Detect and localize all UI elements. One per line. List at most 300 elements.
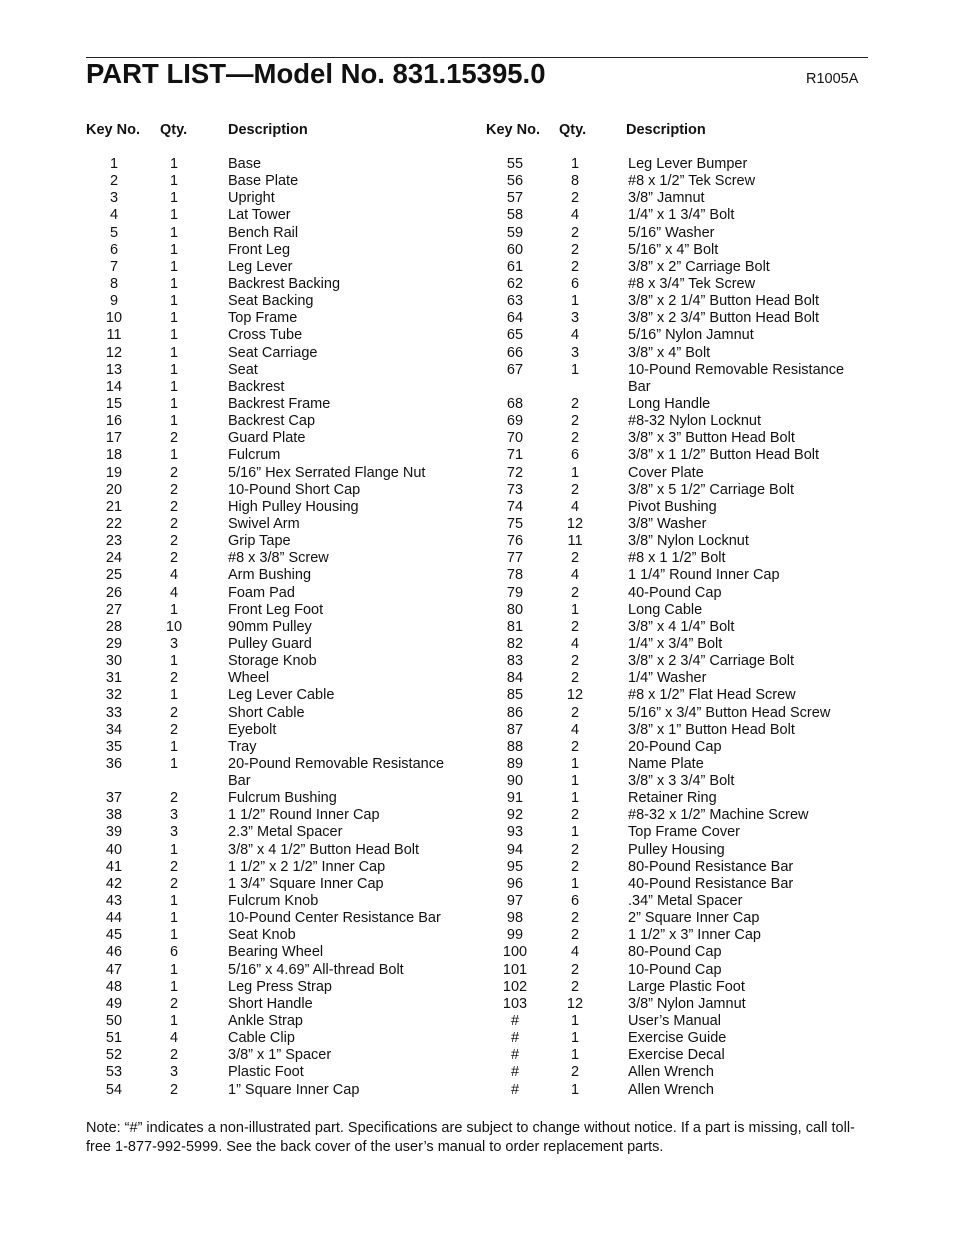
description-cell: 1 1/4” Round Inner Cap <box>628 567 780 584</box>
qty-cell: 1 <box>169 653 179 670</box>
qty-cell: 1 <box>570 1030 580 1047</box>
description-cell: 3/8” x 1” Spacer <box>228 1047 332 1064</box>
qty-cell: 2 <box>570 858 580 875</box>
description-cell: Seat <box>228 361 258 378</box>
description-cell: Pivot Bushing <box>628 498 717 515</box>
description-cell: Ankle Strap <box>228 1013 303 1030</box>
key-no-cell: 27 <box>105 601 123 618</box>
key-no-cell: 19 <box>105 464 123 481</box>
qty-cell: 1 <box>570 156 580 172</box>
qty-cell: 1 <box>169 224 179 241</box>
key-no-cell: 50 <box>105 1013 123 1030</box>
qty-cell: 2 <box>169 670 179 687</box>
key-no-cell: 25 <box>105 567 123 584</box>
qty-cell: 2 <box>570 395 580 412</box>
description-cell: 1/4” x 3/4” Bolt <box>628 635 723 652</box>
qty-cell: 1 <box>169 961 179 978</box>
description-cell: Foam Pad <box>228 584 295 601</box>
description-cell: 5/16” x 3/4” Button Head Screw <box>628 704 831 721</box>
key-no-cell: 36 <box>105 755 123 772</box>
description-cell: Pulley Housing <box>628 841 725 858</box>
qty-header: Qty. <box>559 122 587 138</box>
description-cell: 5/16” Washer <box>628 224 715 241</box>
qty-cell: 2 <box>169 790 179 807</box>
qty-cell: 2 <box>169 704 179 721</box>
key-no-cell: 26 <box>105 584 123 601</box>
description-cell: Upright <box>228 190 275 207</box>
description-cell: Name Plate <box>628 755 704 772</box>
qty-cell: 1 <box>570 1081 580 1098</box>
footer-note: Note: “#” indicates a non-illustrated part. Specifications are subject to change without notice. If a part is missing, call toll-free 1-877-992-5999. See the back cover of the user’s manual to order replacement parts. <box>86 1120 855 1155</box>
description-cell: 40-Pound Cap <box>628 584 722 601</box>
key-no-cell: 82 <box>506 635 524 652</box>
qty-cell: 2 <box>570 481 580 498</box>
qty-cell: 1 <box>169 310 179 327</box>
qty-cell: 12 <box>566 995 584 1012</box>
qty-cell: 1 <box>169 738 179 755</box>
description-cell: Cover Plate <box>628 464 704 481</box>
key-no-cell: 39 <box>105 824 123 841</box>
description-cell: 3/8” x 5 1/2” Carriage Bolt <box>628 481 795 498</box>
key-no-cell: 71 <box>506 447 524 464</box>
key-no-cell: 60 <box>506 241 524 258</box>
key-no-cell: 10 <box>105 310 123 327</box>
description-cell: Long Cable <box>628 601 703 618</box>
key-no-cell: 1 <box>109 156 119 172</box>
description-cell: #8 x 3/4” Tek Screw <box>628 275 756 292</box>
description-cell: 1/4” x 1 3/4” Bolt <box>628 207 735 224</box>
description-cell: Lat Tower <box>228 207 291 224</box>
key-no-cell: 54 <box>105 1081 123 1098</box>
description-cell: 5/16” Nylon Jamnut <box>628 327 754 344</box>
key-no-cell: 40 <box>105 841 123 858</box>
key-no-cell: 99 <box>506 927 524 944</box>
description-cell: Top Frame <box>228 310 298 327</box>
description-cell: Bar <box>628 378 651 395</box>
key-no-cell: 6 <box>109 241 119 258</box>
qty-cell: 4 <box>570 567 580 584</box>
key-no-cell: 21 <box>105 498 123 515</box>
qty-cell: 1 <box>169 361 179 378</box>
qty-cell: 1 <box>169 687 179 704</box>
key-no-cell: 77 <box>506 550 524 567</box>
key-no-cell: 80 <box>506 601 524 618</box>
key-no-cell: 34 <box>105 721 123 738</box>
qty-cell: 2 <box>169 464 179 481</box>
key-no-header: Key No. <box>86 122 140 138</box>
description-cell: Allen Wrench <box>628 1064 714 1081</box>
qty-cell: 2 <box>570 190 580 207</box>
qty-cell: 6 <box>570 893 580 910</box>
qty-cell: 1 <box>570 1013 580 1030</box>
key-no-cell: # <box>510 1081 520 1098</box>
description-cell: 10-Pound Short Cap <box>228 481 361 498</box>
description-cell: 3/8” Washer <box>628 515 707 532</box>
key-no-cell: 94 <box>506 841 524 858</box>
qty-cell: 2 <box>570 550 580 567</box>
key-no-cell: 70 <box>506 430 524 447</box>
key-no-cell: 58 <box>506 207 524 224</box>
key-no-cell: 65 <box>506 327 524 344</box>
description-cell: Leg Lever Bumper <box>628 156 748 172</box>
qty-header: Qty. <box>160 122 188 138</box>
key-no-cell: 52 <box>105 1047 123 1064</box>
qty-cell: 1 <box>169 910 179 927</box>
key-no-cell: 101 <box>502 961 528 978</box>
qty-cell: 4 <box>169 584 179 601</box>
description-cell: Fulcrum Knob <box>228 893 319 910</box>
qty-cell: 1 <box>570 361 580 378</box>
description-cell: Exercise Decal <box>628 1047 725 1064</box>
description-cell: 1 3/4” Square Inner Cap <box>228 875 384 892</box>
key-no-cell: 62 <box>506 275 524 292</box>
key-no-cell: 59 <box>506 224 524 241</box>
key-no-cell: 68 <box>506 395 524 412</box>
key-no-cell: 17 <box>105 430 123 447</box>
key-no-cell: 48 <box>105 978 123 995</box>
qty-cell: 1 <box>570 773 580 790</box>
key-no-cell: 66 <box>506 344 524 361</box>
qty-cell: 11 <box>567 533 583 550</box>
qty-cell: 2 <box>169 1047 179 1064</box>
description-cell: 20-Pound Cap <box>628 738 722 755</box>
key-no-cell: 76 <box>506 533 524 550</box>
qty-cell: 12 <box>566 687 584 704</box>
key-no-cell: 3 <box>109 190 119 207</box>
description-cell: #8 x 1/2” Tek Screw <box>628 173 756 190</box>
description-cell: Seat Carriage <box>228 344 318 361</box>
description-cell: Wheel <box>228 670 270 687</box>
key-no-cell: 14 <box>105 378 123 395</box>
key-no-cell: 89 <box>506 755 524 772</box>
key-no-cell: 15 <box>105 395 123 412</box>
key-no-cell: 85 <box>506 687 524 704</box>
description-cell: 10-Pound Cap <box>628 961 722 978</box>
qty-cell: 2 <box>169 875 179 892</box>
qty-cell: 10 <box>165 618 183 635</box>
description-cell: #8 x 1 1/2” Bolt <box>628 550 726 567</box>
qty-cell: 2 <box>570 807 580 824</box>
description-cell: Bar <box>228 773 251 790</box>
description-cell: 3/8” x 2 3/4” Carriage Bolt <box>628 653 795 670</box>
page-title: PART LIST—Model No. 831.15395.0 <box>86 58 546 89</box>
key-no-cell: 51 <box>105 1030 123 1047</box>
description-cell: 5/16” Hex Serrated Flange Nut <box>228 464 426 481</box>
qty-cell: 2 <box>169 721 179 738</box>
description-cell: 3/8” x 2 3/4” Button Head Bolt <box>628 310 820 327</box>
description-cell: Base Plate <box>228 173 299 190</box>
key-no-cell: 37 <box>105 790 123 807</box>
key-no-cell: 9 <box>109 293 119 310</box>
description-cell: Arm Bushing <box>228 567 312 584</box>
description-cell: Allen Wrench <box>628 1081 714 1098</box>
description-cell: User’s Manual <box>628 1013 721 1030</box>
description-cell: Seat Knob <box>228 927 296 944</box>
qty-cell: 1 <box>169 601 179 618</box>
key-no-cell: 13 <box>105 361 123 378</box>
key-no-cell: 92 <box>506 807 524 824</box>
qty-cell: 6 <box>570 275 580 292</box>
qty-cell: 1 <box>169 413 179 430</box>
qty-cell: 3 <box>169 824 179 841</box>
description-cell: Bench Rail <box>228 224 299 241</box>
key-no-cell: 75 <box>506 515 524 532</box>
qty-cell: 12 <box>566 515 584 532</box>
description-cell: Large Plastic Foot <box>628 978 745 995</box>
description-cell: 3/8” Nylon Locknut <box>628 533 749 550</box>
qty-cell: 2 <box>570 653 580 670</box>
description-cell: Leg Lever Cable <box>228 687 335 704</box>
qty-cell: 1 <box>570 601 580 618</box>
key-no-cell: 97 <box>506 893 524 910</box>
key-no-cell: 96 <box>506 875 524 892</box>
qty-cell: 4 <box>169 567 179 584</box>
key-no-cell: 11 <box>106 327 122 344</box>
key-no-cell: 72 <box>506 464 524 481</box>
key-no-cell: 22 <box>105 515 123 532</box>
document-code: R1005A <box>806 71 859 87</box>
description-cell: Backrest <box>228 378 285 395</box>
key-no-cell: 83 <box>506 653 524 670</box>
key-no-cell: 43 <box>105 893 123 910</box>
description-cell: Pulley Guard <box>228 635 312 652</box>
key-no-cell: 41 <box>105 858 123 875</box>
description-cell: Cross Tube <box>228 327 303 344</box>
description-cell: Top Frame Cover <box>628 824 741 841</box>
description-cell: 1” Square Inner Cap <box>228 1081 360 1098</box>
qty-cell: 4 <box>570 327 580 344</box>
key-no-cell: 23 <box>105 533 123 550</box>
description-cell: 1 1/2” x 2 1/2” Inner Cap <box>228 858 386 875</box>
description-cell: #8-32 Nylon Locknut <box>628 413 761 430</box>
key-no-header: Key No. <box>486 122 540 138</box>
description-cell: 2.3” Metal Spacer <box>228 824 343 841</box>
qty-cell: 2 <box>570 961 580 978</box>
qty-cell: 1 <box>169 927 179 944</box>
qty-cell: 4 <box>169 1030 179 1047</box>
qty-cell: 6 <box>570 447 580 464</box>
qty-cell: 2 <box>570 738 580 755</box>
description-cell: 1/4” Washer <box>628 670 707 687</box>
key-no-cell: 64 <box>506 310 524 327</box>
key-no-cell: 31 <box>105 670 123 687</box>
key-no-cell: 98 <box>506 910 524 927</box>
description-cell: 20-Pound Removable Resistance <box>228 755 445 772</box>
description-cell: Leg Press Strap <box>228 978 332 995</box>
key-no-cell: 35 <box>105 738 123 755</box>
qty-cell: 2 <box>169 995 179 1012</box>
key-no-cell: 20 <box>105 481 123 498</box>
description-cell: 40-Pound Resistance Bar <box>628 875 794 892</box>
description-cell: Grip Tape <box>228 533 291 550</box>
description-cell: Seat Backing <box>228 293 314 310</box>
qty-cell: 1 <box>169 258 179 275</box>
key-no-cell: 90 <box>506 773 524 790</box>
qty-cell: 1 <box>570 464 580 481</box>
description-cell: 90mm Pulley <box>228 618 312 635</box>
qty-cell: 2 <box>570 618 580 635</box>
key-no-cell: 57 <box>506 190 524 207</box>
key-no-cell: 29 <box>105 635 123 652</box>
key-no-cell: 63 <box>506 293 524 310</box>
key-no-cell: 81 <box>506 618 524 635</box>
key-no-cell: 74 <box>506 498 524 515</box>
qty-cell: 1 <box>169 156 179 172</box>
qty-cell: 2 <box>570 1064 580 1081</box>
key-no-cell: 73 <box>506 481 524 498</box>
description-cell: Swivel Arm <box>228 515 300 532</box>
key-no-cell: 87 <box>506 721 524 738</box>
key-no-cell: 55 <box>506 156 524 172</box>
qty-cell: 1 <box>570 293 580 310</box>
description-cell: 3/8” x 4 1/2” Button Head Bolt <box>228 841 420 858</box>
key-no-cell: # <box>510 1064 520 1081</box>
qty-cell: 4 <box>570 721 580 738</box>
key-no-cell: 53 <box>105 1064 123 1081</box>
description-cell: Short Handle <box>228 995 313 1012</box>
qty-cell: 3 <box>169 635 179 652</box>
key-no-cell: 28 <box>105 618 123 635</box>
qty-cell: 1 <box>169 378 179 395</box>
qty-cell: 1 <box>169 978 179 995</box>
description-cell: 5/16” x 4.69” All-thread Bolt <box>228 961 404 978</box>
description-cell: 1 1/2” Round Inner Cap <box>228 807 380 824</box>
description-cell: 3/8” Nylon Jamnut <box>628 995 746 1012</box>
description-cell: Exercise Guide <box>628 1030 727 1047</box>
key-no-cell: 12 <box>105 344 123 361</box>
description-cell: 10-Pound Center Resistance Bar <box>228 910 441 927</box>
key-no-cell: 18 <box>105 447 123 464</box>
description-cell: 3/8” x 4 1/4” Bolt <box>628 618 735 635</box>
description-cell: 10-Pound Removable Resistance <box>628 361 845 378</box>
description-cell: Plastic Foot <box>228 1064 304 1081</box>
description-cell: 80-Pound Cap <box>628 944 722 961</box>
key-no-cell: 44 <box>105 910 123 927</box>
description-cell: Backrest Frame <box>228 395 331 412</box>
qty-cell: 2 <box>169 550 179 567</box>
description-cell: Short Cable <box>228 704 305 721</box>
qty-cell: 1 <box>570 755 580 772</box>
qty-cell: 1 <box>169 173 179 190</box>
key-no-cell: 88 <box>506 738 524 755</box>
qty-cell: 1 <box>570 875 580 892</box>
qty-cell: 2 <box>570 584 580 601</box>
qty-cell: 8 <box>570 173 580 190</box>
qty-cell: 3 <box>570 344 580 361</box>
description-cell: Cable Clip <box>228 1030 295 1047</box>
key-no-cell: 38 <box>105 807 123 824</box>
key-no-cell: # <box>510 1030 520 1047</box>
qty-cell: 1 <box>169 241 179 258</box>
key-no-cell: 103 <box>502 995 528 1012</box>
description-cell: 3/8” x 3 3/4” Bolt <box>628 773 735 790</box>
qty-cell: 4 <box>570 498 580 515</box>
description-cell: Long Handle <box>628 395 711 412</box>
qty-cell: 1 <box>570 824 580 841</box>
description-cell: 3/8” x 1” Button Head Bolt <box>628 721 795 738</box>
key-no-cell: 93 <box>506 824 524 841</box>
qty-cell: 1 <box>570 790 580 807</box>
qty-cell: 2 <box>570 430 580 447</box>
key-no-cell: 47 <box>105 961 123 978</box>
key-no-cell: 84 <box>506 670 524 687</box>
description-cell: Front Leg Foot <box>228 601 324 618</box>
description-cell: Tray <box>228 738 257 755</box>
description-cell: Backrest Backing <box>228 275 341 292</box>
description-cell: Guard Plate <box>228 430 306 447</box>
qty-cell: 1 <box>169 207 179 224</box>
key-no-cell: 16 <box>105 413 123 430</box>
qty-cell: 6 <box>169 944 179 961</box>
qty-cell: 2 <box>169 481 179 498</box>
description-cell: 1 1/2” x 3” Inner Cap <box>628 927 761 944</box>
qty-cell: 2 <box>570 413 580 430</box>
description-cell: 2” Square Inner Cap <box>628 910 760 927</box>
key-no-cell: # <box>510 1013 520 1030</box>
key-no-cell: 49 <box>105 995 123 1012</box>
key-no-cell: 24 <box>105 550 123 567</box>
qty-cell: 2 <box>570 258 580 275</box>
qty-cell: 2 <box>570 841 580 858</box>
key-no-cell: 91 <box>506 790 524 807</box>
key-no-cell: 33 <box>105 704 123 721</box>
description-cell: 80-Pound Resistance Bar <box>628 858 794 875</box>
key-no-cell: 32 <box>105 687 123 704</box>
description-cell: Leg Lever <box>228 258 293 275</box>
qty-cell: 2 <box>570 670 580 687</box>
key-no-cell: 8 <box>109 275 119 292</box>
description-cell: 3/8” x 2” Carriage Bolt <box>628 258 770 275</box>
qty-cell: 2 <box>169 498 179 515</box>
description-cell: Storage Knob <box>228 653 317 670</box>
qty-cell: 2 <box>570 978 580 995</box>
key-no-cell: # <box>510 1047 520 1064</box>
description-cell: 3/8” x 1 1/2” Button Head Bolt <box>628 447 820 464</box>
description-cell: Fulcrum <box>228 447 281 464</box>
description-cell: #8 x 1/2” Flat Head Screw <box>628 687 796 704</box>
qty-cell: 2 <box>169 515 179 532</box>
key-no-cell: 100 <box>502 944 528 961</box>
description-header: Description <box>626 122 706 138</box>
description-cell: 3/8” x 4” Bolt <box>628 344 711 361</box>
qty-cell: 1 <box>169 275 179 292</box>
qty-cell: 1 <box>169 327 179 344</box>
qty-cell: 2 <box>169 430 179 447</box>
key-no-cell: 2 <box>109 173 119 190</box>
key-no-cell: 86 <box>506 704 524 721</box>
description-cell: Backrest Cap <box>228 413 316 430</box>
description-cell: Base <box>228 156 262 172</box>
key-no-cell: 30 <box>105 653 123 670</box>
qty-cell: 2 <box>570 224 580 241</box>
description-cell: Front Leg <box>228 241 291 258</box>
description-cell: .34” Metal Spacer <box>628 893 743 910</box>
qty-cell: 2 <box>570 704 580 721</box>
key-no-cell: 42 <box>105 875 123 892</box>
description-cell: #8-32 x 1/2” Machine Screw <box>628 807 809 824</box>
key-no-cell: 95 <box>506 858 524 875</box>
qty-cell: 1 <box>169 1013 179 1030</box>
description-cell: #8 x 3/8” Screw <box>228 550 329 567</box>
key-no-cell: 61 <box>506 258 524 275</box>
description-cell: 3/8” Jamnut <box>628 190 705 207</box>
qty-cell: 1 <box>169 755 179 772</box>
qty-cell: 1 <box>169 841 179 858</box>
description-cell: 5/16” x 4” Bolt <box>628 241 719 258</box>
key-no-cell: 67 <box>506 361 524 378</box>
key-no-cell: 69 <box>506 413 524 430</box>
key-no-cell: 7 <box>109 258 119 275</box>
